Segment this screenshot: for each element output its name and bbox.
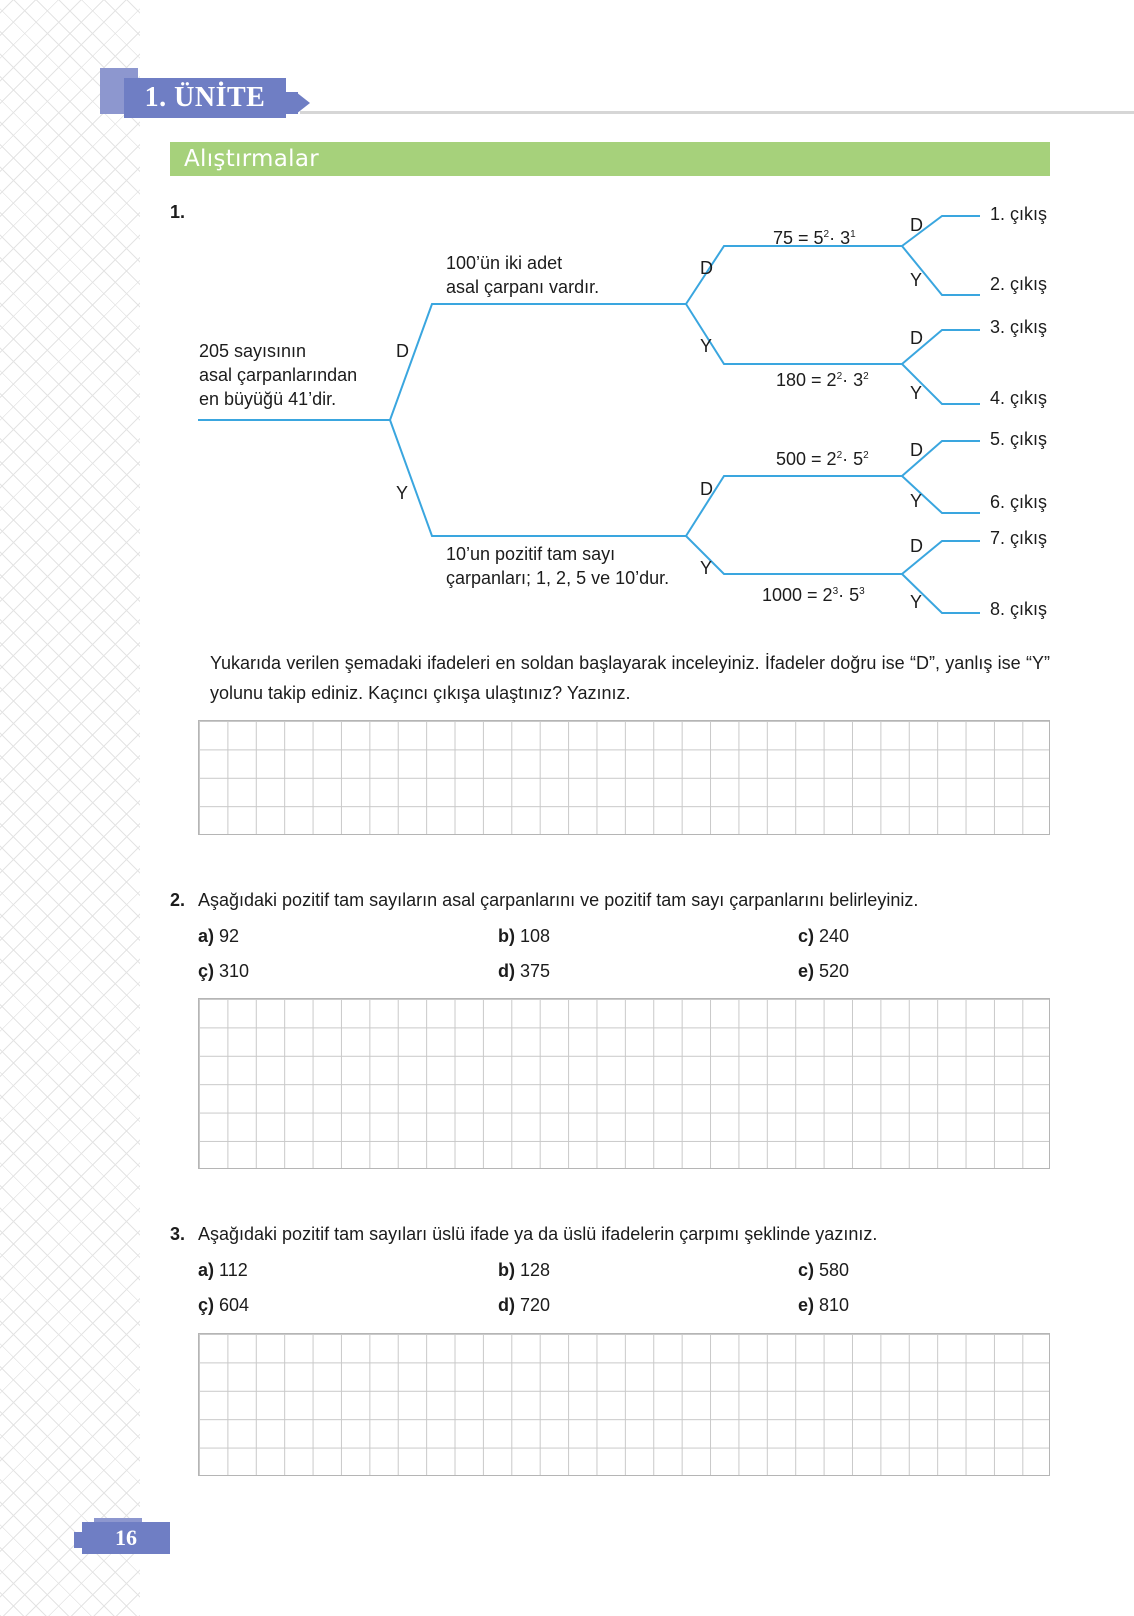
upper-d-label: D xyxy=(700,258,713,278)
tree-branch-upper xyxy=(390,304,686,420)
root-y-label: Y xyxy=(396,483,409,503)
tree-lower-y xyxy=(686,536,902,574)
leaf-4-d-label: D xyxy=(910,536,923,556)
output-4: 4. çıkış xyxy=(990,388,1048,408)
output-5: 5. çıkış xyxy=(990,429,1048,449)
output-6: 6. çıkış xyxy=(990,492,1048,512)
q3-item-cc: ç) 604 xyxy=(198,1295,250,1315)
tree-upper-d xyxy=(686,246,902,304)
unit-label: 1. ÜNİTE xyxy=(124,78,286,118)
leaf-statement-1000: $1000 = 2^3\cdot 5^3$ xyxy=(762,585,865,605)
answer-grid-3[interactable] xyxy=(198,1333,1050,1476)
question-3-number: 3. xyxy=(170,1224,186,1244)
q2-item-c: c) 240 xyxy=(798,926,850,946)
tree-branch-lower xyxy=(390,420,686,536)
tree-upper-y xyxy=(686,304,902,364)
upper-statement-line-2: asal çarpanı vardır. xyxy=(446,277,600,297)
output-8: 8. çıkış xyxy=(990,599,1048,619)
root-statement-line-2: asal çarpanlarından xyxy=(199,365,358,385)
lower-y-label: Y xyxy=(700,558,713,578)
leaf-3-y-label: Y xyxy=(910,491,923,511)
output-3: 3. çıkış xyxy=(990,317,1048,337)
q3-item-a: a) 112 xyxy=(198,1260,248,1280)
lower-d-label: D xyxy=(700,479,713,499)
output-1: 1. çıkış xyxy=(990,204,1048,224)
root-d-label: D xyxy=(396,341,409,361)
upper-y-label: Y xyxy=(700,336,713,356)
output-2: 2. çıkış xyxy=(990,274,1048,294)
lower-statement-line-1: 10’un pozitif tam sayı xyxy=(446,544,616,564)
q2-item-e: e) 520 xyxy=(798,961,850,981)
root-statement-line-3: en büyüğü 41’dir. xyxy=(199,389,337,409)
root-statement-line-1: 205 sayısının xyxy=(199,341,307,361)
q3-item-c: c) 580 xyxy=(798,1260,850,1280)
leaf-statement-180: $180 = 2^2\cdot 3^2$ xyxy=(776,370,869,390)
q3-item-e: e) 810 xyxy=(798,1295,850,1315)
leaf-statement-75: $75 = 5^2\cdot 3^1$ xyxy=(773,228,856,248)
leaf-1-y-label: Y xyxy=(910,270,923,290)
question-2-number: 2. xyxy=(170,890,186,910)
output-7: 7. çıkış xyxy=(990,528,1048,548)
question-2-text: Aşağıdaki pozitif tam sayıların asal çarpanlarını ve pozitif tam sayı çarpanlarını belirleyiniz. xyxy=(198,890,919,910)
question-3-text: Aşağıdaki pozitif tam sayıları üslü ifade ya da üslü ifadelerin çarpımı şeklinde yazınız. xyxy=(198,1224,878,1244)
page-number-badge xyxy=(74,1518,174,1558)
leaf-2-y-label: Y xyxy=(910,383,923,403)
q3-item-b: b) 128 xyxy=(498,1260,551,1280)
question-1-instruction: Yukarıda verilen şemadaki ifadeleri en soldan başlayarak inceleyiniz. İfadeler doğru ise “D”, yanlış ise “Y” yolunu takip ediniz. Kaçıncı çıkışa ulaştınız? Yazınız. xyxy=(210,653,1050,703)
leaf-2-d-label: D xyxy=(910,328,923,348)
section-title: Alıştırmalar xyxy=(170,142,1050,176)
question-1-number: 1. xyxy=(170,202,186,222)
leaf-4-y-label: Y xyxy=(910,592,923,612)
answer-grid-2[interactable] xyxy=(198,998,1050,1169)
upper-statement-line-1: 100’ün iki adet xyxy=(446,253,563,273)
q2-item-cc: ç) 310 xyxy=(198,961,250,981)
leaf-1-d-label: D xyxy=(910,215,923,235)
answer-grid-1[interactable] xyxy=(198,720,1050,835)
q3-item-d: d) 720 xyxy=(498,1295,551,1315)
leaf-3-d-label: D xyxy=(910,440,923,460)
q2-item-b: b) 108 xyxy=(498,926,551,946)
leaf-statement-500: $500 = 2^2\cdot 5^2$ xyxy=(776,449,869,469)
lower-statement-line-2: çarpanları; 1, 2, 5 ve 10’dur. xyxy=(446,568,670,588)
tree-lower-d xyxy=(686,476,902,536)
q2-item-a: a) 92 xyxy=(198,926,240,946)
q2-item-d: d) 375 xyxy=(498,961,551,981)
page-number: 16 xyxy=(82,1522,170,1554)
